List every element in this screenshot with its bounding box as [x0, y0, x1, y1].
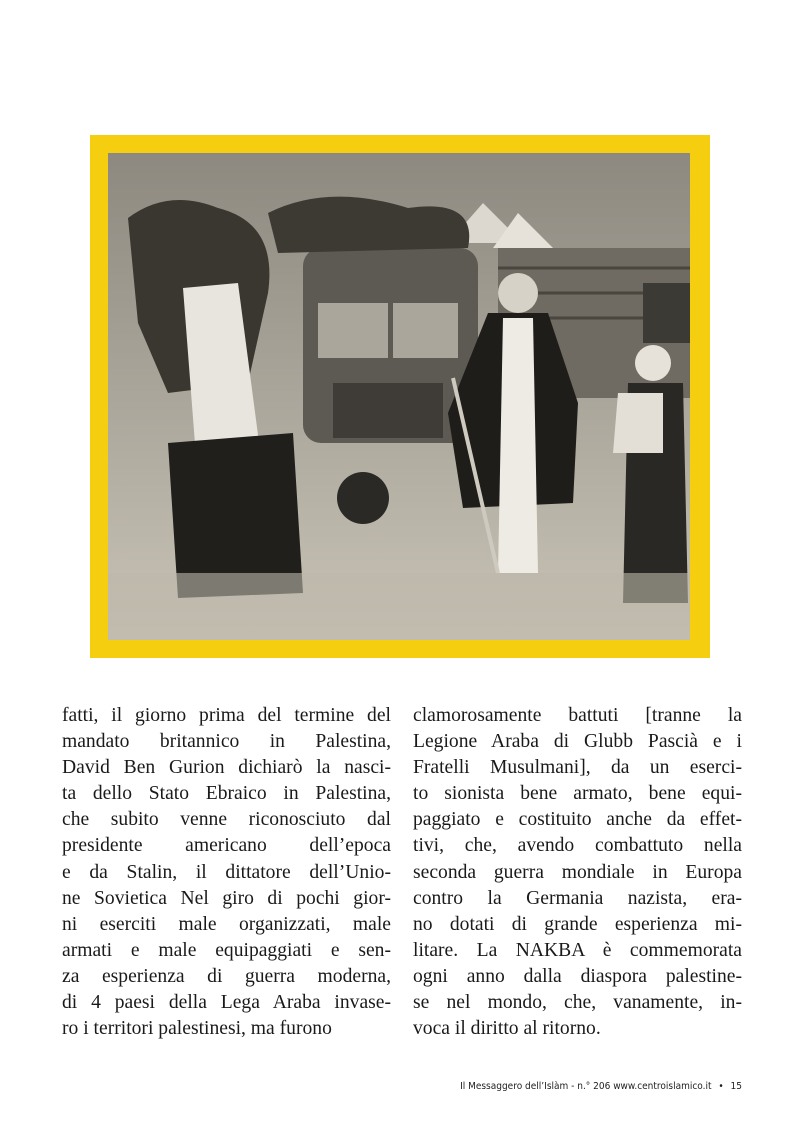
- article-column-left: [62, 703, 391, 1042]
- text-line: ogni anno dalla diaspora palestine-: [413, 965, 742, 987]
- historical-photo: [108, 153, 690, 640]
- text-line: ro i territori palestinesi, ma furono: [62, 1018, 332, 1040]
- text-line: tivi, che, avendo combattuto nella: [413, 835, 742, 857]
- text-line: Fratelli Musulmani], da un eserci-: [413, 757, 742, 779]
- historical-photo-icon: [108, 153, 690, 640]
- page-number: 15: [730, 1081, 742, 1092]
- text-line: seconda guerra mondiale in Europa: [413, 861, 742, 883]
- text-line: di 4 paesi della Lega Araba invase-: [62, 992, 391, 1014]
- text-line: ni eserciti male organizzati, male: [62, 913, 391, 935]
- text-line: fatti, il giorno prima del termine del: [62, 705, 391, 726]
- text-line: ne Sovietica Nel giro di pochi gior-: [62, 887, 391, 909]
- page-footer: [460, 1081, 742, 1092]
- text-line: ta dello Stato Ebraico in Palestina,: [62, 783, 391, 805]
- text-line: litare. La NAKBA è commemorata: [413, 939, 742, 961]
- article-body: [62, 703, 742, 1042]
- text-line: che subito venne riconosciuto dal: [62, 809, 391, 831]
- magazine-name: Il Messaggero dell’Islàm - n.° 206: [460, 1081, 611, 1092]
- text-line: contro la Germania nazista, era-: [413, 887, 742, 909]
- text-line: e da Stalin, il dittatore dell’Unio-: [62, 861, 391, 883]
- text-line: voca il diritto al ritorno.: [413, 1018, 601, 1040]
- text-line: za esperienza di guerra moderna,: [62, 965, 391, 987]
- text-line: paggiato e costituito anche da effet-: [413, 809, 742, 831]
- text-line: no dotati di grande esperienza mi-: [413, 913, 742, 935]
- photo-frame: [90, 135, 710, 658]
- text-line: armati e male equipaggiati e sen-: [62, 939, 391, 961]
- footer-bullet: •: [718, 1081, 724, 1092]
- text-line: presidente americano dell’epoca: [62, 835, 391, 857]
- text-line: clamorosamente battuti [tranne la: [413, 705, 742, 726]
- article-column-right: [413, 703, 742, 1042]
- text-line: mandato britannico in Palestina,: [62, 731, 391, 753]
- website-link[interactable]: www.centroislamico.it: [613, 1081, 712, 1092]
- text-line: to sionista bene armato, bene equi-: [413, 783, 742, 805]
- text-line: Legione Araba di Glubb Pascià e i: [413, 731, 742, 753]
- text-line: se nel mondo, che, vanamente, in-: [413, 992, 742, 1014]
- text-line: David Ben Gurion dichiarò la nasci-: [62, 757, 391, 779]
